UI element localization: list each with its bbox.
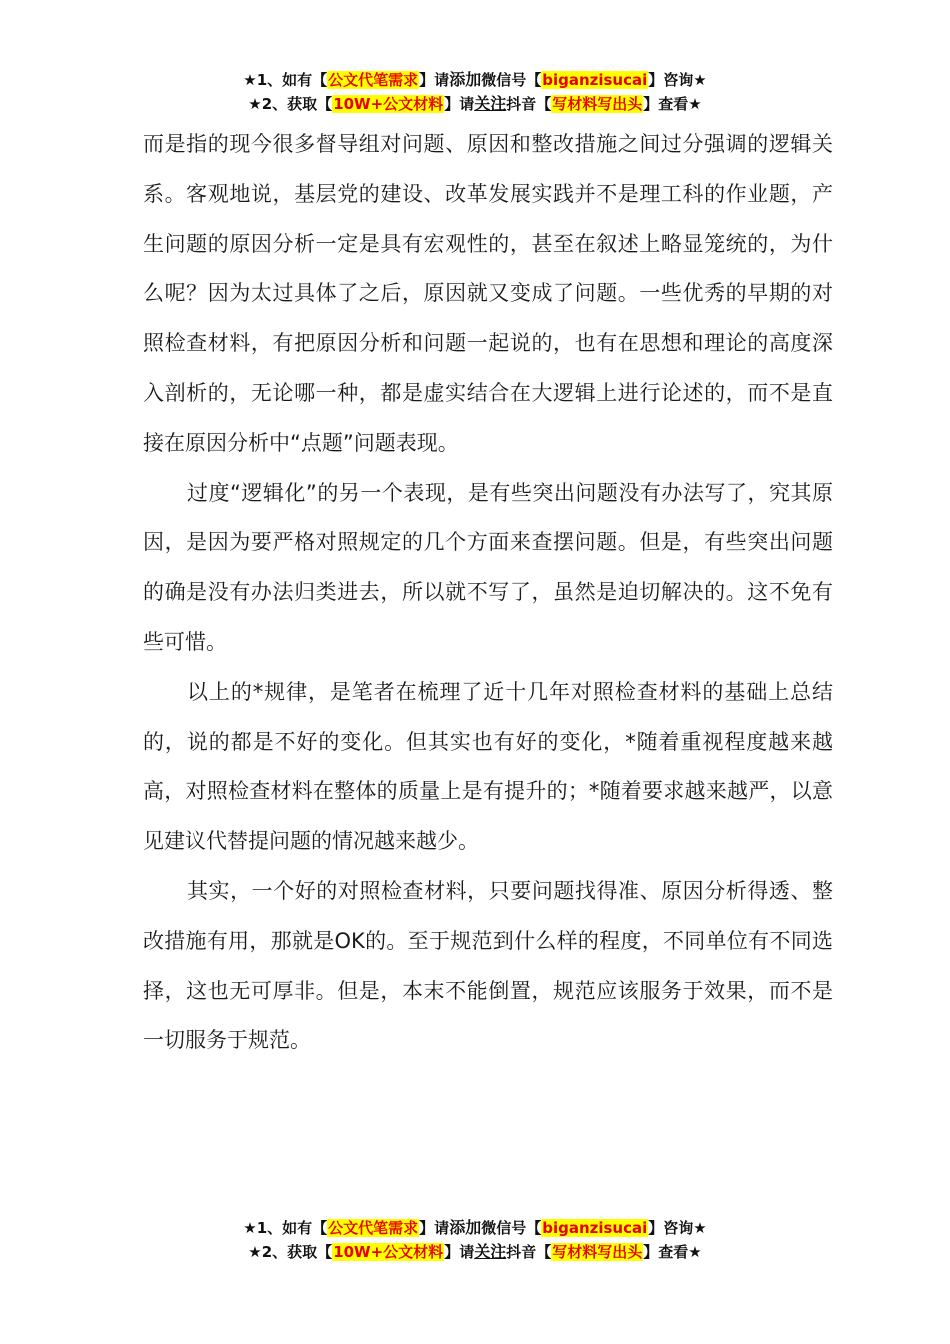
banner-text: 】请: [444, 1243, 475, 1261]
banner-text: 微信号【: [481, 71, 542, 89]
banner-emphasis: 关注: [474, 1242, 507, 1261]
footer-banner: [0, 1216, 950, 1264]
banner-text: 抖音【: [506, 95, 552, 113]
banner-highlight: 公文代笔需求: [328, 1219, 419, 1237]
paragraph: 而是指的现今很多督导组对问题、原因和整改措施之间过分强调的逻辑关系。客观地说，基层党的建设、改革发展实践并不是理工科的作业题，产生问题的原因分析一定是具有宏观性的，甚至在叙述上略显笼统的，为什么呢？因为太过具体了之后，原因就又变成了问题。一些优秀的早期的对照检查材料，有把原因分析和问题一起说的，也有在思想和理论的高度深入剖析的，无论哪一种，都是虚实结合在大逻辑上进行论述的，而不是直接在原因分析中“点题”问题表现。: [143, 132, 833, 455]
banner-text: ★2、获取【: [248, 95, 333, 113]
paragraph: 其实，一个好的对照检查材料，只要问题找得准、原因分析得透、整改措施有用，那就是OK的。至于规范到什么样的程度，不同单位有不同选择，这也无可厚非。但是，本末不能倒置，规范应该服务于效果，而不是一切服务于规范。: [143, 878, 833, 1053]
banner-highlight: 10W+公文材料: [333, 1243, 444, 1261]
banner-text: 抖音【: [506, 1243, 552, 1261]
paragraph: 过度“逻辑化”的另一个表现，是有些突出问题没有办法写了，究其原因，是因为要严格对照规定的几个方面来查摆问题。但是，有些突出问题的确是没有办法归类进去，所以就不写了，虽然是迫切解决的。这不免有些可惜。: [143, 480, 833, 654]
banner-line-2: [0, 1240, 950, 1264]
banner-line-2: [0, 92, 950, 116]
banner-text: 】咨询★: [648, 1219, 707, 1237]
paragraph: 以上的*规律，是笔者在梳理了近十几年对照检查材料的基础上总结的，说的都是不好的变化。但其实也有好的变化，*随着重视程度越来越高，对照检查材料在整体的质量上是有提升的；*随着要求越来越严，以意见建议代替提问题的情况越来越少。: [143, 679, 833, 854]
banner-text: 】请: [419, 71, 450, 89]
banner-text: 】请: [419, 1219, 450, 1237]
banner-text: ★2、获取【: [248, 1243, 333, 1261]
banner-text: 】咨询★: [648, 71, 707, 89]
banner-highlight: 10W+公文材料: [333, 95, 444, 113]
banner-highlight: biganzisucai: [542, 1219, 648, 1237]
banner-highlight: 公文代笔需求: [328, 71, 419, 89]
banner-emphasis: 添加: [449, 70, 482, 89]
banner-highlight: 写材料写出头: [552, 1243, 643, 1261]
banner-line-1: [0, 68, 950, 92]
document-body: [143, 120, 833, 1066]
header-banner: [0, 68, 950, 116]
banner-emphasis: 关注: [474, 94, 507, 113]
banner-text: 】查看★: [643, 95, 702, 113]
banner-text: ★1、如有【: [243, 1219, 328, 1237]
banner-highlight: biganzisucai: [542, 71, 648, 89]
banner-highlight: 写材料写出头: [552, 95, 643, 113]
banner-text: 】请: [444, 95, 475, 113]
banner-text: 】查看★: [643, 1243, 702, 1261]
banner-line-1: [0, 1216, 950, 1240]
banner-text: ★1、如有【: [243, 71, 328, 89]
banner-emphasis: 添加: [449, 1218, 482, 1237]
banner-text: 微信号【: [481, 1219, 542, 1237]
